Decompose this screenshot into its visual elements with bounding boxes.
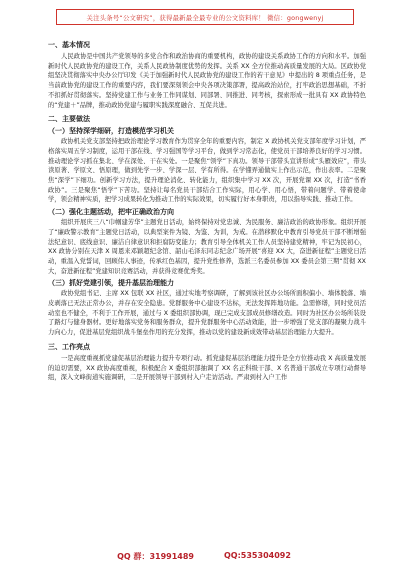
subsection-heading-study: （一）坚持深学细研，打造模范学习机关: [48, 127, 174, 136]
paragraph-highlights: 一是高度重视抓党建促基层治理能力提升专项行动。抓党建促基层治理能力提升是全方位推动我 X 高质量发展的迫切需要，XX 政协高度重视，积极配合 X 委组织部抽调了 XX 名正科级干部、X 名普通干部成立专项行动督导组，深入文峰街道实施调研，二是开展领导干部到村入户走访活动。严肃到村入户工作: [48, 354, 366, 382]
paragraph-basic: 人民政协是中国共产党领导的多党合作和政治协商的重要机构，政协的建设关系政协工作的方向和水平。加强新时代人民政协党的建设工作，关系人民政协制度优势的发挥。关系 XX 全方位推动高质量发展的大局。区政协党组坚决贯彻落实中央办公厅印发《关于加强新时代人民政协党的建设工作的若干意见》中提出的 8 项重点任务，是当前政协党的建设工作的重要内容，我们要深刻领会中央各项决策部署，提高政治站位，打牢政治思想基础，不折不扣抓好贯彻落实。坚持党建工作与业务工作同谋划、同部署、同推进、同考核，探索形成一批具有 XX 政协特色的“党建＋”品牌，推动政协党建与履职实践深度融合、互促共进。: [48, 53, 366, 109]
section-heading-basic: 一、基本情况: [48, 41, 90, 49]
document-body: [48, 36, 366, 383]
subsection-heading-activities: （二）强化主题活动，把牢正确政治方向: [48, 208, 174, 217]
header-banner: [56, 9, 354, 25]
subsection-heading-grassroots: （三）抓好党建引领，提升基层治理能力: [48, 279, 174, 288]
paragraph-study: 政协机关党支部坚持把政治理论学习教育作为贯穿全年的重要内容，制定 X 政协机关党支部年度学习计划，严格落实周五学习制度，运用干部在线、学习强国等学习平台，做到学习常态化，使党员干部培养良好的学习习惯。推动理论学习抓在集北、学在深处、干在实处。一是聚焦“领学”下真功。领导干部带头宣讲形成“头雁效应”，带头读原著、学原文、悟原理，做到先学一步、学深一层、学有所得。在学懂弄通做实上作出示范，作出表率。二是聚焦“深学”下细功。创新学习方法，提升理论消化、转化能力，组织集中学习 XX 次，开展党课 XX 次，打造“书香政协”。三是聚焦“悟学”下苦功。坚持让每名党员干部结合工作实际，用心学、用心悟，带着问题学、带着使命学，领会精神实质，把学习成果转化为推动工作的实际效果，切实履行好本身职责，用以指导实践、推动工作。: [48, 138, 366, 204]
footer-qq-number: QQ:535304092: [224, 551, 291, 560]
paragraph-grassroots: 政协党组书记、主席 XX 包联 XX 社区，通过实地考察调研，了解到该社区办公场所面积偏小、墙体脱落、墙皮剥落已无法正常办公，并存在安全隐患。党群服务中心建设不达标，无法发挥阵地功能。急需修缮，同时党员活动室也不健全，不利于工作开展，通过与 X 委组织部协调，现已完成支部成员修缮改造。同时为社区办公场所装设了路灯与健身器材。更好地落实党务和服务群众，提升党群服务中心活动效能，进一步增强了党支部的凝聚力战斗力向心力，促进基层党组织战斗堡垒作用的充分发挥，推动以党的建设新成效带动基层治理能力大提升。: [48, 290, 366, 337]
section-heading-highlights: 三、工作亮点: [48, 342, 90, 351]
footer-qq-group: QQ 群：31991489: [117, 552, 194, 561]
section-heading-methods: 二、主要做法: [48, 115, 90, 124]
paragraph-activities: 组织开展庆三八“巾帼建芳华”主题党日活动，始终保持对党忠诚、为民服务、廉洁政治的政协形象。组织开展了“廉政警示教育”主题党日活动，以典型案件为镜、为鉴、为训，为戒。在潜移默化中教育引导党员干部不断增强法纪意识、底线意识、廉洁自律意识和拒腐防变能力；教育引导全体机关工作人员坚持建党精神，牢记为民初心，XX 政协分别在天津 X 周恩来邓颖超纪念馆、韶山毛泽东同志纪念广场开展“喜迎 XX 大，奋进新征程”主题党日活动，重温入党誓词，回顾伟人事迹，传承红色基因，提升党性修养，选派三名委员参加 XX 委员会第三期“贯彻 XX 大，奋进新征程”党建知识竞赛活动，并获得竞赛优秀奖。: [48, 219, 366, 275]
footer-contact: [0, 551, 408, 563]
header-banner-text: 关注头条号“公文研究”，获得最新最全最专业的公文资料库！ 微信：gongwenyj: [86, 13, 324, 22]
